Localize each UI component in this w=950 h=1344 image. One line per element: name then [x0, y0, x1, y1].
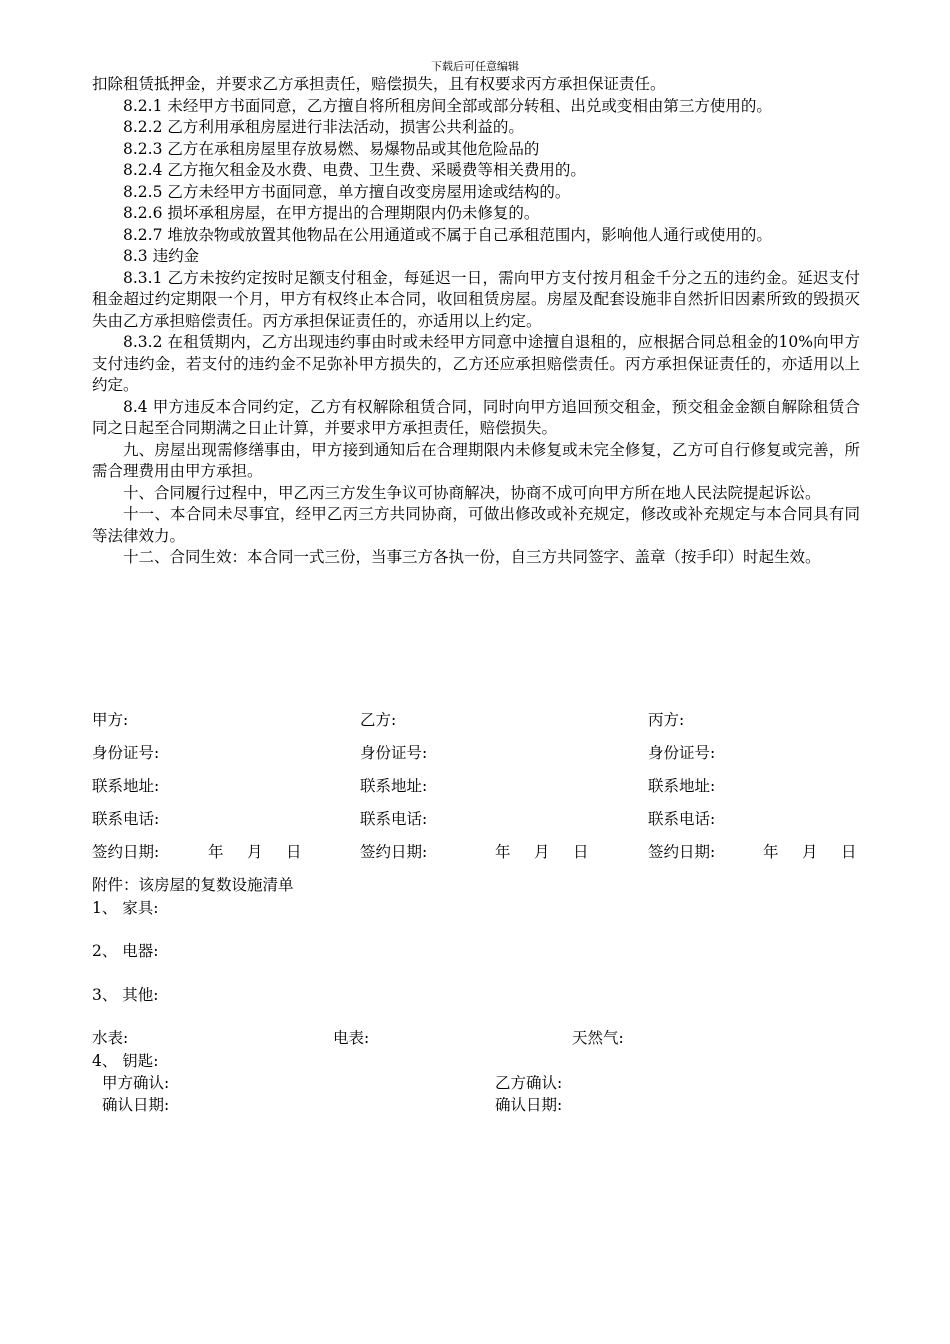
attachment-keys: 4、 钥匙:: [92, 1052, 159, 1070]
contract-paragraph: 8.3.1 乙方未按约定按时足额支付租金，每延迟一日，需向甲方支付按月租金千分之五的违约金。延迟支付租金超过约定期限一个月，甲方有权终止本合同，收回租赁房屋。房屋及配套设施非自然折旧因素所致的毁损灭失由乙方承担赔偿责任。丙方承担保证责任的，亦适用以上约定。: [92, 268, 860, 330]
party-b-address-label: 联系地址:: [360, 777, 428, 795]
contract-paragraph: 8.2.4 乙方拖欠租金及水费、电费、卫生费、采暖费等相关费用的。: [123, 161, 586, 179]
party-c-phone-label: 联系电话:: [648, 810, 716, 828]
party-a-date-label: 签约日期:: [92, 843, 160, 861]
party-b-phone-label: 联系电话:: [360, 810, 428, 828]
party-c-year: 年: [763, 843, 779, 861]
party-a-label: 甲方:: [92, 711, 129, 729]
party-a-confirm-label: 甲方确认:: [102, 1074, 170, 1092]
contract-paragraph: 8.2.6 损坏承租房屋，在甲方提出的合理期限内仍未修复的。: [123, 204, 540, 222]
gas-meter-label: 天然气:: [572, 1029, 624, 1047]
party-b-id-label: 身份证号:: [360, 744, 428, 762]
contract-paragraph: 九、房屋出现需修缮事由，甲方接到通知后在合理期限内未修复或未完全修复，乙方可自行修复或完善，所需合理费用由甲方承担。: [92, 440, 860, 480]
party-a-day: 日: [286, 843, 302, 861]
party-a-confirm-date-label: 确认日期:: [102, 1096, 170, 1114]
party-c-id-label: 身份证号:: [648, 744, 716, 762]
date-row: [0, 840, 950, 862]
party-b-year: 年: [495, 843, 511, 861]
party-c-day: 日: [841, 843, 857, 861]
party-c-month: 月: [802, 843, 818, 861]
contract-paragraph: 十、合同履行过程中，甲乙丙三方发生争议可协商解决，协商不成可向甲方所在地人民法院提起诉讼。: [123, 483, 821, 502]
party-c-label: 丙方:: [648, 711, 685, 729]
party-b-month: 月: [534, 843, 550, 861]
phone-row: [0, 807, 950, 829]
water-meter-label: 水表:: [92, 1029, 129, 1047]
attachment-title: 附件：该房屋的复数设施清单: [92, 876, 294, 894]
contract-paragraph: 8.2.3 乙方在承租房屋里存放易燃、易爆物品或其他危险品的: [123, 139, 540, 158]
party-c-address-label: 联系地址:: [648, 777, 716, 795]
party-b-label: 乙方:: [360, 711, 397, 729]
party-b-confirm-label: 乙方确认:: [495, 1074, 563, 1092]
contract-paragraph: 扣除租赁抵押金，并要求乙方承担责任，赔偿损失，且有权要求丙方承担保证责任。: [92, 75, 666, 93]
address-row: [0, 774, 950, 796]
contract-paragraph: 8.2.5 乙方未经甲方书面同意，单方擅自改变房屋用途或结构的。: [123, 182, 571, 201]
party-a-id-label: 身份证号:: [92, 744, 160, 762]
party-a-year: 年: [208, 843, 224, 861]
contract-body: [92, 74, 860, 569]
party-a-phone-label: 联系电话:: [92, 810, 160, 828]
party-row: [0, 708, 950, 730]
party-b-date-label: 签约日期:: [360, 843, 428, 861]
attachment-furniture: 1、 家具:: [92, 899, 159, 917]
page-header: 下载后可任意编辑: [431, 60, 519, 73]
contract-paragraph: 8.2.1 未经甲方书面同意，乙方擅自将所租房间全部或部分转租、出兑或变相由第三方使用的。: [123, 96, 772, 115]
electric-meter-label: 电表:: [333, 1029, 370, 1047]
contract-paragraph: 8.2.2 乙方利用承租房屋进行非法活动，损害公共利益的。: [123, 118, 524, 136]
contract-paragraph: 8.3.2 在租赁期内，乙方出现违约事由时或未经甲方同意中途擅自退租的，应根据合同总租金的10%向甲方支付违约金，若支付的违约金不足弥补甲方损失的，乙方还应承担赔偿责任。丙方承担保证责任的，亦适用以上约定。: [92, 333, 860, 394]
party-b-day: 日: [573, 843, 589, 861]
contract-paragraph: 8.3 违约金: [123, 247, 200, 265]
party-a-address-label: 联系地址:: [92, 777, 160, 795]
id-row: [0, 741, 950, 763]
attachment-appliances: 2、 电器:: [92, 942, 159, 960]
party-b-confirm-date-label: 确认日期:: [495, 1096, 563, 1114]
attachment-other: 3、 其他:: [92, 986, 159, 1004]
party-c-date-label: 签约日期:: [648, 843, 716, 861]
contract-paragraph: 8.4 甲方违反本合同约定，乙方有权解除租赁合同，同时向甲方追回预交租金，预交租金金额自解除租赁合同之日起至合同期满之日止计算，并要求甲方承担责任，赔偿损失。: [92, 397, 860, 437]
contract-paragraph: 十二、合同生效：本合同一式三份，当事三方各执一份，自三方共同签字、盖章（按手印）时起生效。: [123, 548, 821, 566]
contract-paragraph: 十一、本合同未尽事宜，经甲乙丙三方共同协商，可做出修改或补充规定，修改或补充规定与本合同具有同等法律效力。: [92, 505, 860, 545]
party-a-month: 月: [247, 843, 263, 861]
contract-paragraph: 8.2.7 堆放杂物或放置其他物品在公用通道或不属于自己承租范围内，影响他人通行或使用的。: [123, 225, 772, 244]
